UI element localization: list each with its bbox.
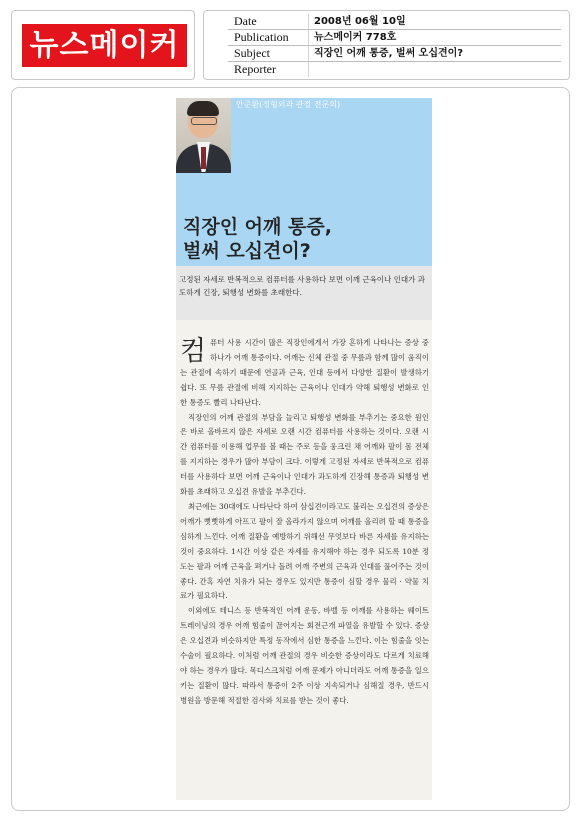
drop-cap: 컴 bbox=[180, 336, 207, 367]
headline-line-1: 직장인 어깨 통증, bbox=[183, 216, 332, 238]
meta-row-date bbox=[204, 15, 569, 28]
logo-box bbox=[11, 10, 195, 80]
date-label: Date bbox=[234, 14, 257, 28]
meta-divider bbox=[228, 61, 561, 62]
body-paragraph: 컴퓨터 사용 시간이 많은 직장인에게서 가장 흔하게 나타나는 증상 중 하나가 어깨 통증이다. 어깨는 신체 관절 중 무릎과 함께 많이 움직이는 관절에 속하기 때문에 연골과 근육, 인대 등에서 다양한 질환이 발생하기 쉽다. 또 무릎 관절에 비해 지지하는 근육이나 인대가 약해 퇴행성 변화로 인한 통증도 빨리 나타난다. bbox=[180, 336, 429, 407]
clipping-info-box bbox=[203, 10, 570, 80]
publication-value: 뉴스메이커 778호 bbox=[314, 32, 397, 43]
body-paragraph: 이외에도 테니스 등 반복적인 어깨 운동, 바벨 등 어깨를 사용하는 웨이트 트레이닝의 경우 어깨 힘줄이 끊어지는 회전근개 파열을 유발할 수 있다. 증상은 오십견과 비슷하지만 특정 동작에서 심한 통증을 느낀다. 이는 힘줄을 잇는 수술이 필요하다. 이처럼 어깨 관절의 경우 비슷한 증상이라도 다르게 치료해야 하는 경우가 많다. 목디스크처럼 어깨 문제가 아니더라도 어깨 통증을 일으키는 질환이 많다. 따라서 통증이 2주 이상 지속되거나 심해질 경우, 반드시 병원을 방문해 적절한 검사와 치료를 받는 것이 좋다. bbox=[180, 606, 429, 705]
lead-band bbox=[176, 266, 432, 320]
article-body bbox=[180, 336, 429, 709]
author-byline: 안준환(정형외과 관절 전문의) bbox=[236, 100, 341, 109]
article-lead: 고정된 자세로 반복적으로 컴퓨터를 사용하다 보면 이깨 근육이나 인대가 과도하게 긴장, 퇴행성 변화를 초래한다. bbox=[179, 275, 426, 297]
body-paragraph: 최근에는 30대에도 나타난다 하여 삼십견이라고도 불리는 오십견의 증상은 어깨가 뻣뻣하게 아프고 팔이 잘 올라가지 않으며 어깨를 올리려 할 때 통증을 심하게 느낀다. 어깨 질환을 예방하기 위해선 무엇보다 바른 자세를 유지하는 것이 중요하다. 1시간 이상 같은 자세를 유지해야 하는 경우 되도록 10분 정도는 팔과 어깨 근육을 펴거나 돌려 어깨 주변의 근육과 인대를 풀어주는 것이 좋다. 간혹 자연 치유가 되는 경우도 있지만 통증이 심할 경우 물리 · 약물 치료가 필요하다. bbox=[180, 501, 429, 601]
meta-row-reporter bbox=[204, 63, 569, 76]
meta-divider bbox=[228, 45, 561, 46]
publication-label: Publication bbox=[234, 30, 289, 44]
article-headline bbox=[183, 215, 428, 263]
date-value: 2008년 06월 10일 bbox=[314, 16, 406, 27]
meta-row-publication bbox=[204, 31, 569, 44]
subject-value: 직장인 어깨 통증, 벌써 오십견이? bbox=[314, 48, 464, 59]
headline-line-2: 벌써 오십견이? bbox=[183, 240, 311, 262]
article-header bbox=[176, 98, 432, 320]
newsmaker-logo: 뉴스메이커 bbox=[22, 24, 187, 67]
article-clipping bbox=[176, 98, 432, 800]
reporter-label: Reporter bbox=[234, 62, 276, 76]
body-paragraph: 직장인의 어깨 관절의 부담을 늘리고 퇴행성 변화를 부추기는 중요한 원인은 바로 올바르지 않은 자세로 오랜 시간 컴퓨터를 사용하는 것이다. 오랜 시간 컴퓨터를 이용해 업무를 볼 때는 주로 등을 웅크린 채 어깨와 팔이 몸 전체를 지지하는 경우가 많아 부담이 크다. 이렇게 고정된 자세로 반복적으로 컴퓨터를 사용하다 보면 어깨 근육이나 인대가 과도하게 긴장해 통증과 퇴행성 변화를 초래하고 오십견 유발을 부추긴다. bbox=[180, 412, 429, 497]
meta-row-subject bbox=[204, 47, 569, 60]
subject-label: Subject bbox=[234, 46, 270, 60]
author-photo bbox=[176, 98, 231, 173]
